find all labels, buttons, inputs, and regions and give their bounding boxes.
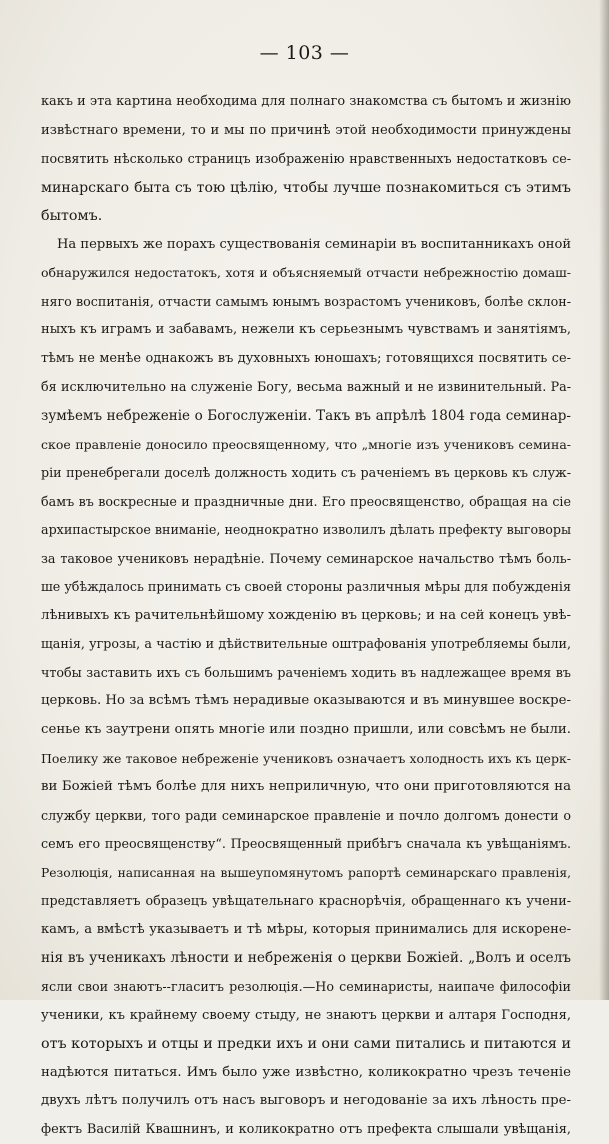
text-line: Поелику же таковое небреженіе учениковъ означаетъ холодность ихъ къ церк- xyxy=(41,750,571,766)
text-line: архипастырское вниманіе, неоднократно изволилъ дѣлать префекту выговоры xyxy=(41,522,571,538)
text-line: На первыхъ же порахъ существованія семинаріи въ воспитанникахъ оной xyxy=(57,236,571,252)
text-line: чтобы заставить ихъ съ большимъ раченіемъ ходить въ надлежащее время въ xyxy=(41,664,571,680)
text-line: церковь. Но за всѣмъ тѣмъ нерадивые оказываются и въ минувшее воскре- xyxy=(41,693,571,709)
text-line: бя исключительно на служеніе Богу, весьма важный и не извинительный. Ра- xyxy=(41,379,571,395)
page-number: — 103 — xyxy=(259,42,350,64)
text-line: надѣются питаться. Имъ было уже извѣстно, коликократно чрезъ теченіе xyxy=(41,1064,571,1080)
text-line: нія въ ученикахъ лѣности и небреженія о церкви Божіей. „Волъ и оселъ xyxy=(41,950,571,967)
text-line: фектъ Василій Квашнинъ, и коликократно отъ префекта слышали увѣщанія, xyxy=(41,1121,571,1137)
text-line: бытомъ. xyxy=(41,208,103,225)
page-fold-shadow xyxy=(599,0,609,1000)
text-line: ское правленіе доносило преосвященному, что „многіе изъ учениковъ семина- xyxy=(41,436,571,452)
text-line: двухъ лѣтъ получилъ отъ насъ выговоръ и негодованіе за ихъ лѣность пре- xyxy=(41,1093,571,1109)
text-line: за таковое учениковъ нерадѣніе. Почему семинарское начальство тѣмъ боль- xyxy=(41,550,571,566)
text-line: какъ и эта картина необходима для полнаго знакомства съ бытомъ и жизнію xyxy=(41,94,571,109)
text-line: няго воспитанія, отчасти самымъ юнымъ возрастомъ учениковъ, болѣе склон- xyxy=(41,293,571,309)
text-line: минарскаго быта съ тою цѣлію, чтобы лучше познакомиться съ этимъ xyxy=(41,179,571,196)
text-line: ви Божіей тѣмъ болѣе для нихъ неприличную, что они приготовляются на xyxy=(41,779,571,795)
text-line: представляетъ образецъ увѣщательнаго краснорѣчія, обращеннаго къ учени- xyxy=(41,893,571,909)
text-line: щанія, угрозы, а частію и дѣйствительные оштрафованія употребляемы были, xyxy=(41,636,571,652)
text-line: обнаружился недостатокъ, хотя и объясняемый отчасти небрежностію домаш- xyxy=(41,265,571,281)
text-line: ученики, къ крайнему своему стыду, не знаютъ церкви и алтаря Господня, xyxy=(41,1007,571,1023)
text-line: посвятить нѣсколько страницъ изображенію нравственныхъ недостатковъ се- xyxy=(41,151,571,167)
text-line: ныхъ къ играмъ и забавамъ, нежели къ серьезнымъ чувствамъ и занятіямъ, xyxy=(41,322,571,338)
text-line: ріи пренебрегали доселѣ должность ходить съ раченіемъ въ церковь къ служ- xyxy=(41,465,571,481)
text-line: Резолюція, написанная на вышеупомянутомъ рапортѣ семинарскаго правленія, xyxy=(41,865,571,880)
text-line: службу церкви, того ради семинарское правленіе и почло долгомъ донести о xyxy=(41,807,571,823)
body-text xyxy=(41,88,571,1144)
text-line: сенье къ заутрени опять многіе или поздно пришли, или совсѣмъ не были. xyxy=(41,722,571,738)
text-line: зумѣемъ небреженіе о Богослуженіи. Такъ въ апрѣлѣ 1804 года семинар- xyxy=(41,408,571,425)
text-line: лѣнивыхъ къ рачительнѣйшому хожденію въ церковь; и на сей конецъ увѣ- xyxy=(41,607,571,623)
text-line: ясли свои знаютъ--гласитъ резолюція.—Но семинаристы, наипаче философіи xyxy=(41,978,571,994)
text-line: камъ, а вмѣстѣ указываетъ и тѣ мѣры, которыя принимались для искорене- xyxy=(41,921,571,937)
text-line: извѣстнаго времени, то и мы по причинѣ этой необходимости принуждены xyxy=(41,122,571,138)
text-line: ше убѣждалось принимать съ своей стороны различныя мѣры для побужденія xyxy=(41,579,571,595)
text-line: бамъ въ воскресные и праздничные дни. Его преосвященство, обращая на сіе xyxy=(41,493,571,509)
text-line: семъ его преосвященству“. Преосвященный прибѣгъ сначала къ увѣщаніямъ. xyxy=(41,836,571,852)
text-line: тѣмъ не менѣе однакожъ въ духовныхъ юношахъ; готовящихся посвятить се- xyxy=(41,350,571,366)
text-line: отъ которыхъ и отцы и предки ихъ и они сами питались и питаются и xyxy=(41,1036,571,1053)
